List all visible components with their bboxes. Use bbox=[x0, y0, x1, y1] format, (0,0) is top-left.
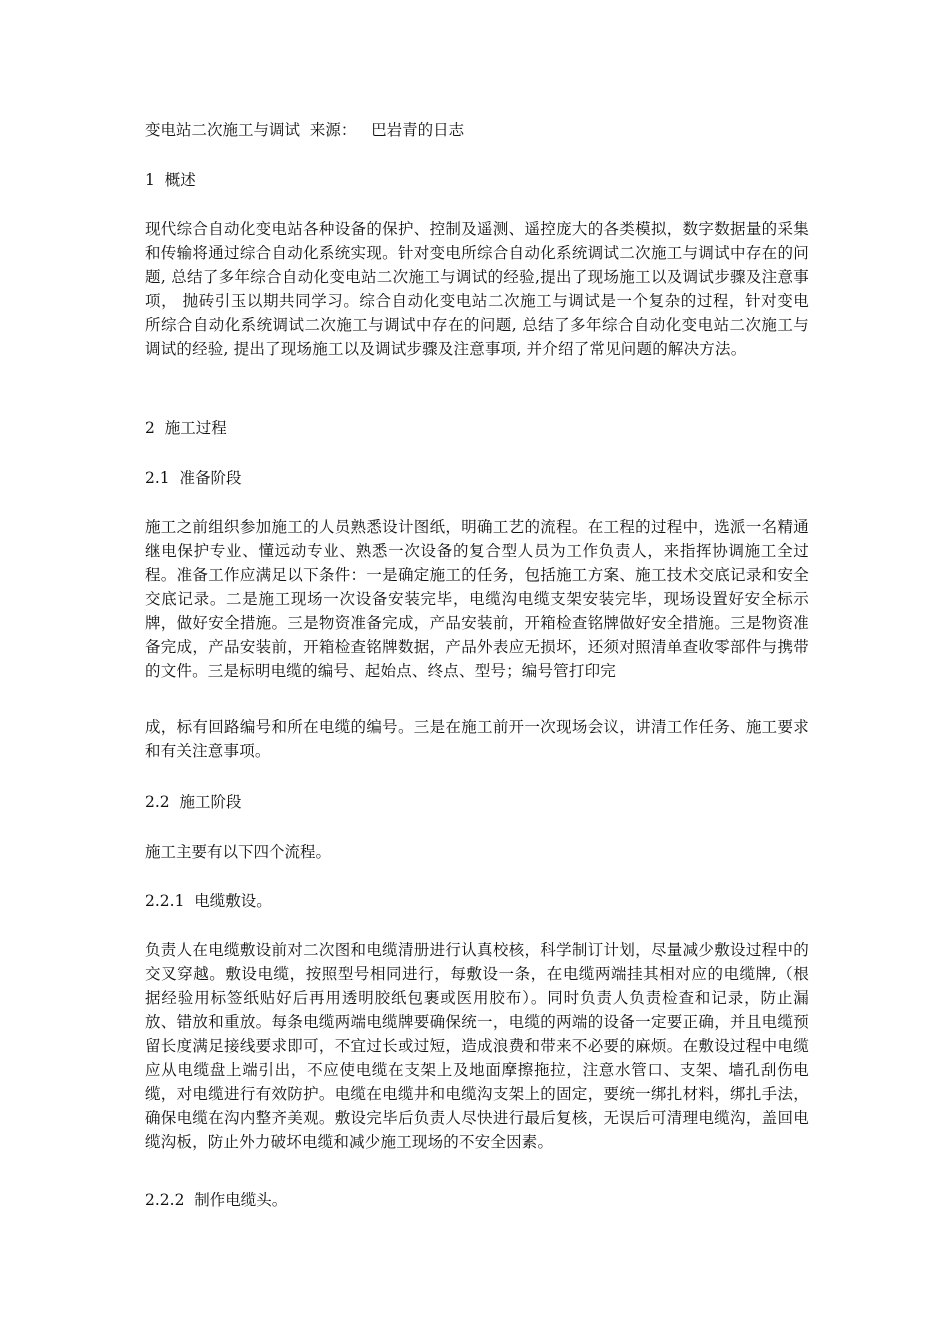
document-title-line: 变电站二次施工与调试 来源： 巴岩青的日志 bbox=[145, 121, 465, 139]
section-2-1-paragraph-b: 成，标有回路编号和所在电缆的编号。三是在施工前开一次现场会议，讲清工作任务、施工要求和有关注意事项。 bbox=[145, 718, 809, 760]
section-2-2-1-heading: 2.2.1 电缆敷设。 bbox=[145, 892, 272, 910]
section-2-2-intro: 施工主要有以下四个流程。 bbox=[145, 843, 332, 861]
section-2-1-paragraph-a: 施工之前组织参加施工的人员熟悉设计图纸，明确工艺的流程。在工程的过程中，选派一名精通继电保护专业、懂远动专业、熟悉一次设备的复合型人员为工作负责人，来指挥协调施工全过程。准备工作应满足以下条件：一是确定施工的任务，包括施工方案、施工技术交底记录和安全交底记录。二是施工现场一次设备安装完毕，电缆沟电缆支架安装完毕，现场设置好安全标示牌，做好安全措施。三是物资准备完成，产品安装前，开箱检查铭牌做好安全措施。三是物资准备完成，产品安装前，开箱检查铭牌数据，产品外表应无损坏，还须对照清单查收零部件与携带的文件。三是标明电缆的编号、起始点、终点、型号；编号管打印完 bbox=[145, 518, 809, 680]
section-2-2-2-heading: 2.2.2 制作电缆头。 bbox=[145, 1191, 288, 1209]
section-2-2-1-paragraph: 负责人在电缆敷设前对二次图和电缆清册进行认真校核，科学制订计划，尽量减少敷设过程中的交叉穿越。敷设电缆，按照型号相同进行，每敷设一条，在电缆两端挂其相对应的电缆牌,（根据经验用标签纸贴好后再用透明胶纸包裹或医用胶布）。同时负责人负责检查和记录，防止漏放、错放和重放。每条电缆两端电缆牌要确保统一，电缆的两端的设备一定要正确，并且电缆预留长度满足接线要求即可，不宜过长或过短，造成浪费和带来不必要的麻烦。在敷设过程中电缆应从电缆盘上端引出，不应使电缆在支架上及地面摩擦拖拉，注意水管口、支架、墙孔刮伤电缆，对电缆进行有效防护。电缆在电缆井和电缆沟支架上的固定，要统一绑扎材料，绑扎手法，确保电缆在沟内整齐美观。敷设完毕后负责人尽快进行最后复核，无误后可清理电缆沟，盖回电缆沟板，防止外力破坏电缆和减少施工现场的不安全因素。 bbox=[145, 941, 809, 1151]
section-2-1-heading: 2.1 准备阶段 bbox=[145, 469, 242, 487]
section-1-heading: 1 概述 bbox=[145, 171, 196, 189]
section-1-paragraph: 现代综合自动化变电站各种设备的保护、控制及遥测、遥控庞大的各类模拟，数字数据量的采集和传输将通过综合自动化系统实现。针对变电所综合自动化系统调试二次施工与调试中存在的问题, 总结了多年综合自动化变电站二次施工与调试的经验,提出了现场施工以及调试步骤及注意事项， 抛砖引玉以期共同学习。综合自动化变电站二次施工与调试是一个复杂的过程，针对变电所综合自动化系统调试二次施工与调试中存在的问题, 总结了多年综合自动化变电站二次施工与调试的经验, 提出了现场施工以及调试步骤及注意事项, 并介绍了常见问题的解决方法。 bbox=[145, 220, 809, 358]
section-2-heading: 2 施工过程 bbox=[145, 419, 227, 437]
section-2-2-heading: 2.2 施工阶段 bbox=[145, 793, 242, 811]
